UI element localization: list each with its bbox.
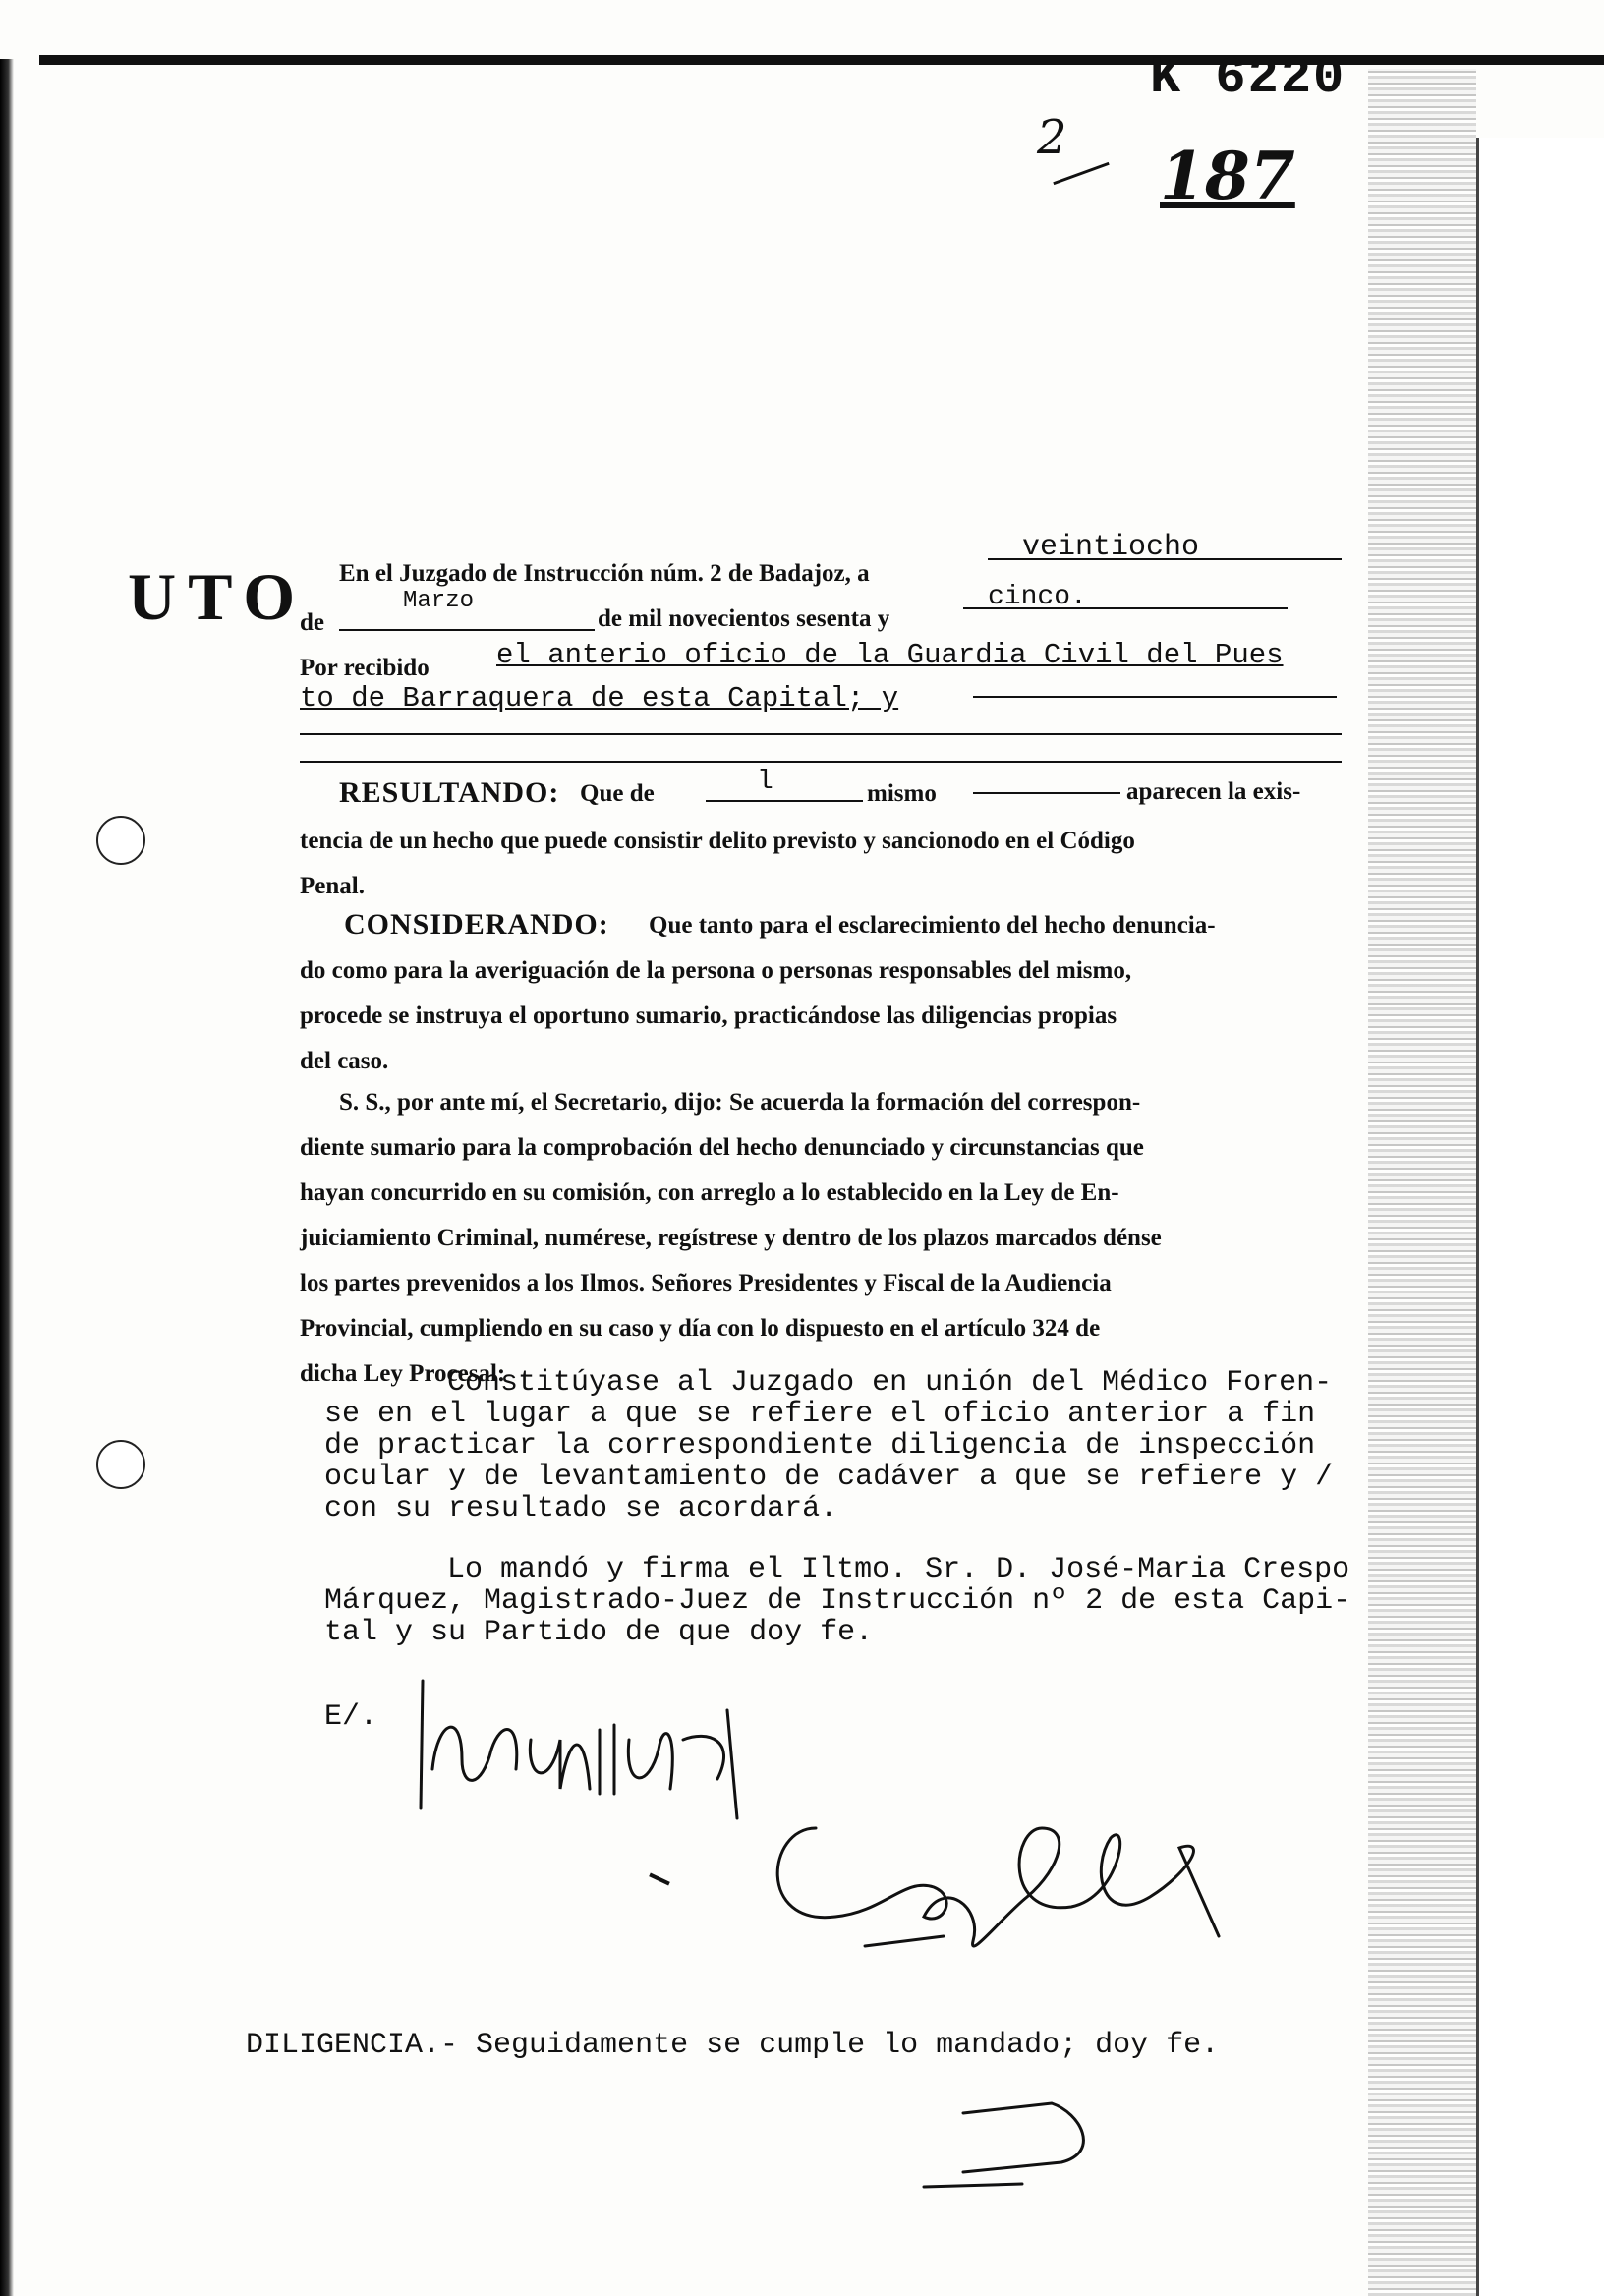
- resultando-que: Que de: [580, 780, 655, 807]
- ss-l3: hayan concurrido en su comisión, con arreglo a lo establecido en la Ley de En-: [300, 1179, 1119, 1206]
- punch-hole-top: [96, 816, 145, 865]
- typed-ef: E/.: [324, 1700, 378, 1734]
- line3-text: el anterio oficio de la Guardia Civil del Pues: [496, 639, 1284, 671]
- line2-year: cinco.: [988, 582, 1087, 612]
- typed-m3: tal y su Partido de que doy fe.: [324, 1616, 874, 1649]
- considerando-l3: procede se instruya el oportuno sumario, practicándose las diligencias propias: [300, 1003, 1117, 1029]
- ss-l7: dicha Ley Procesal:: [300, 1360, 506, 1387]
- ss-l6: Provincial, cumpliendo en su caso y día con lo dispuesto en el artículo 324 de: [300, 1315, 1101, 1342]
- side-label: UTO: [128, 559, 308, 634]
- folio-large: 187: [1160, 138, 1295, 214]
- resultando-mismo: mismo: [867, 780, 937, 807]
- ss-l5: los partes prevenidos a los Ilmos. Señores Presidentes y Fiscal de la Audiencia: [300, 1270, 1112, 1296]
- resultando-rest: aparecen la exis-: [1126, 778, 1301, 805]
- typed-c5: con su resultado se acordará.: [324, 1492, 838, 1525]
- line4-text: to de Barraquera de esta Capital; y: [300, 682, 899, 715]
- line3-prefix: Por recibido: [300, 655, 430, 681]
- folio-stroke: [1053, 162, 1109, 185]
- considerando-l2: do como para la averiguación de la persona o personas responsables del mismo,: [300, 957, 1132, 984]
- diligencia-text: DILIGENCIA.- Seguidamente se cumple lo mandado; doy fe.: [246, 2029, 1220, 2062]
- line2-prefix: de: [300, 609, 324, 636]
- stamp-number: K 6220: [1150, 49, 1346, 107]
- next-page-edge: [1476, 138, 1604, 2296]
- punch-hole-bottom: [96, 1440, 145, 1489]
- considerando-l4: del caso.: [300, 1048, 389, 1074]
- resultando-line2: tencia de un hecho que puede consistir delito previsto y sancionodo en el Código: [300, 828, 1135, 854]
- typed-c1: Constitúyase al Juzgado en unión del Médico Foren-: [447, 1366, 1333, 1400]
- typed-c3: de practicar la correspondiente diligencia de inspección: [324, 1429, 1316, 1463]
- ss-l1: S. S., por ante mí, el Secretario, dijo: Se acuerda la formación del correspon-: [339, 1089, 1141, 1116]
- scan-edge-left: [0, 59, 14, 2296]
- considerando-label: CONSIDERANDO:: [344, 908, 609, 941]
- line1-day: veintiocho: [1022, 531, 1200, 564]
- folio-small: 2: [1037, 110, 1067, 165]
- line1-prefix: En el Juzgado de Instrucción núm. 2 de Badajoz, a: [339, 560, 870, 587]
- resultando-line3: Penal.: [300, 873, 365, 899]
- typed-c2: se en el lugar a que se refiere el oficio anterior a fin: [324, 1398, 1316, 1431]
- line2-month: Marzo: [403, 588, 475, 614]
- typed-c4: ocular y de levantamiento de cadáver a que se refiere y /: [324, 1461, 1334, 1494]
- line2-mid: de mil novecientos sesenta y: [598, 605, 890, 632]
- diligencia-signature: [904, 2074, 1160, 2202]
- ss-l4: juiciamiento Criminal, numérese, regístrese y dentro de los plazos marcados dénse: [300, 1225, 1162, 1251]
- typed-m1: Lo mandó y firma el Iltmo. Sr. D. José-Maria Crespo: [447, 1553, 1350, 1586]
- scan-noise-right: [1368, 69, 1476, 2296]
- ink-mark: [649, 1873, 670, 1886]
- typed-m2: Márquez, Magistrado-Juez de Instrucción nº 2 de esta Capi-: [324, 1584, 1351, 1618]
- scan-edge-top: [39, 55, 1604, 65]
- considerando-l1: Que tanto para el esclarecimiento del hecho denuncia-: [649, 912, 1216, 939]
- resultando-fill: l: [757, 767, 773, 797]
- resultando-label: RESULTANDO:: [339, 776, 560, 809]
- ss-l2: diente sumario para la comprobación del hecho denunciado y circunstancias que: [300, 1134, 1144, 1161]
- secretary-signature: [747, 1769, 1297, 1966]
